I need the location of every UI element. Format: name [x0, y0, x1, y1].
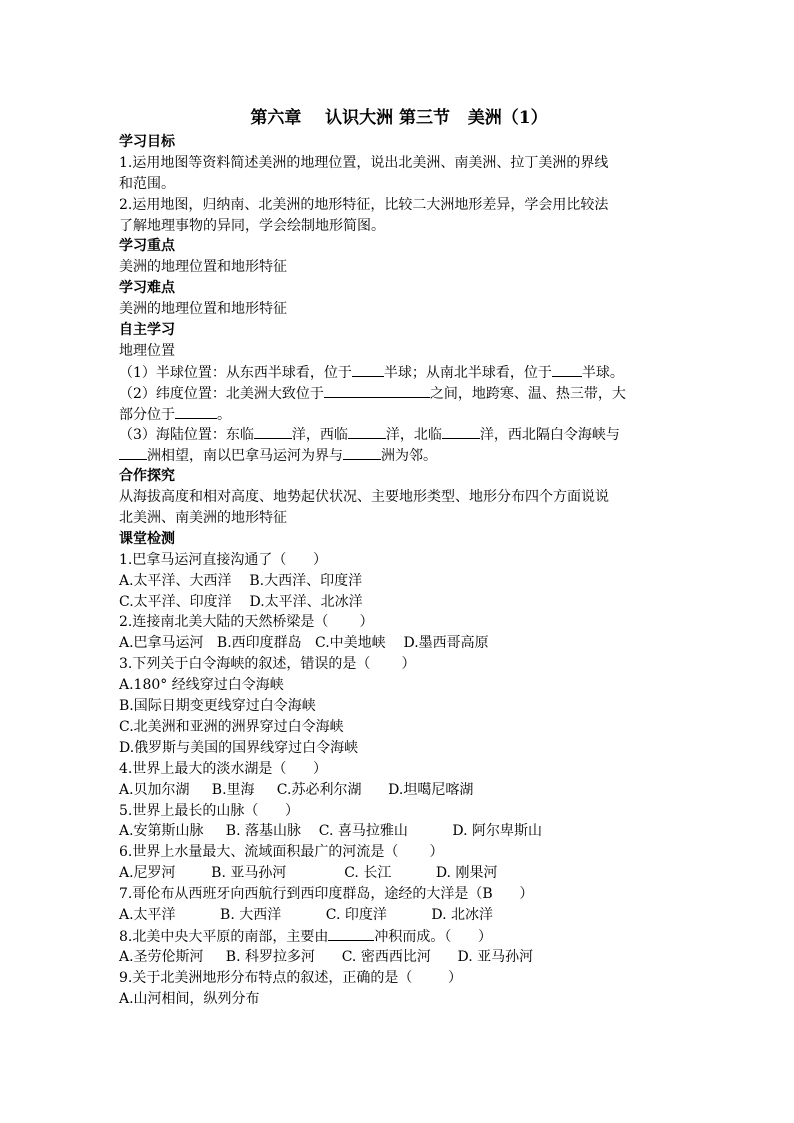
- text-segment: （3）海陆位置：东临: [119, 427, 254, 444]
- page-title: 第六章 认识大洲 第三节 美洲（1）: [250, 108, 548, 128]
- test-line: 5.世界上最长的山脉（ ）: [119, 802, 300, 819]
- fill-blank[interactable]: [343, 445, 381, 460]
- test-line: 3.下列关于白令海峡的叙述，错误的是（ ）: [119, 656, 416, 673]
- test-line: A.巴拿马运河 B.西印度群岛 C.中美地峡 D.墨西哥高原: [119, 635, 489, 652]
- fill-blank[interactable]: [442, 424, 480, 439]
- goal-2-line-2: 了解地理事物的异同，学会绘制地形简图。: [119, 217, 385, 234]
- text-segment: （1）半球位置：从东西半球看，位于: [119, 364, 352, 381]
- section-heading-cooperation: 合作探究: [119, 468, 175, 485]
- test-line: A.贝加尔湖 B.里海 C.苏必利尔湖 D.坦噶尼喀湖: [119, 781, 474, 798]
- text-segment: 洲为邻。: [381, 448, 437, 465]
- difficulty-text: 美洲的地理位置和地形特征: [119, 301, 287, 318]
- test-line: A.山河相间，纵列分布: [119, 990, 260, 1007]
- test-line-with-blank: [119, 926, 679, 947]
- section-heading-self-study: 自主学习: [119, 322, 175, 339]
- fill-blank[interactable]: [324, 383, 430, 398]
- test-line: A.180° 经线穿过白令海峡: [119, 677, 284, 694]
- section-heading-class-test: 课堂检测: [119, 530, 175, 547]
- test-line: 4.世界上最大的淡水湖是（ ）: [119, 760, 328, 777]
- test-line: C.北美洲和亚洲的洲界穿过白令海峡: [119, 718, 344, 735]
- test-line: 2.连接南北美大陆的天然桥梁是（ ）: [119, 614, 374, 631]
- fill-blank[interactable]: [352, 362, 384, 377]
- text-segment: 之间，地跨寒、温、热三带，大: [429, 385, 626, 402]
- text-segment: （2）纬度位置：北美洲大致位于: [119, 385, 324, 402]
- test-line: A.太平洋 B. 大西洋 C. 印度洋 D. 北冰洋: [119, 906, 493, 923]
- text-segment: 半球。: [581, 364, 624, 381]
- goal-1-line-1: 1.运用地图等资料简述美洲的地理位置，说出北美洲、南美洲、拉丁美洲的界线: [119, 154, 609, 171]
- test-line: 7.哥伦布从西班牙向西航行到西印度群岛，途经的大洋是（B ）: [119, 886, 534, 903]
- test-line: 9.关于北美洲地形分布特点的叙述，正确的是（ ）: [119, 969, 462, 986]
- text-segment: 洋，西北隔白令海峡与: [479, 427, 620, 444]
- goal-2-line-1: 2.运用地图，归纳南、北美洲的地形特征，比较二大洲地形差异，学会用比较法: [119, 196, 609, 213]
- text-segment: 。: [217, 406, 231, 423]
- section-heading-goals: 学习目标: [119, 134, 175, 150]
- text-segment: 部分位于: [119, 406, 175, 423]
- geo-position-label: 地理位置: [119, 342, 175, 359]
- cooperation-line-1: 从海拔高度和相对高度、地势起伏状况、主要地形类型、地形分布四个方面说说: [119, 489, 609, 506]
- text-segment: 洲相望，南以巴拿马运河为界与: [147, 448, 343, 465]
- goal-1-line-2: 和范围。: [119, 175, 175, 192]
- test-line: A.安第斯山脉 B. 落基山脉 C. 喜马拉雅山 D. 阿尔卑斯山: [119, 823, 543, 840]
- fill-blank[interactable]: [348, 424, 386, 439]
- fill-blank[interactable]: [328, 926, 374, 941]
- test-line: A.太平洋、大西洋 B.大西洋、印度洋: [119, 572, 363, 589]
- section-heading-key: 学习重点: [119, 238, 175, 255]
- test-line: C.太平洋、印度洋 D.太平洋、北冰洋: [119, 593, 363, 610]
- test-line: A.圣劳伦斯河 B. 科罗拉多河 C. 密西西比河 D. 亚马孙河: [119, 948, 534, 965]
- text-segment: 洋，北临: [385, 427, 442, 444]
- document-page: [119, 104, 679, 1009]
- test-line: D.俄罗斯与美国的国界线穿过白令海峡: [119, 739, 359, 756]
- text-segment: 洋，西临: [291, 427, 348, 444]
- fill-blank[interactable]: [254, 424, 292, 439]
- text-segment: 8.北美中央大平原的南部，主要由: [119, 928, 329, 945]
- question-sea-land-line-2: [119, 445, 679, 466]
- question-latitude-line-1: [119, 383, 679, 404]
- question-sea-land-line-1: [119, 424, 679, 445]
- fill-blank[interactable]: [175, 404, 217, 419]
- question-latitude-line-2: [119, 404, 679, 425]
- test-line: 1.巴拿马运河直接沟通了（ ）: [119, 551, 328, 568]
- fill-blank[interactable]: [552, 362, 582, 377]
- text-segment: 冲积而成。（ ）: [374, 928, 493, 945]
- text-segment: 半球；从南北半球看，位于: [383, 364, 552, 381]
- fill-blank[interactable]: [119, 445, 147, 460]
- question-hemisphere: [119, 362, 679, 383]
- test-line: 6.世界上水量最大、流域面积最广的河流是（ ）: [119, 844, 444, 861]
- test-line: A.尼罗河 B. 亚马孙河 C. 长江 D. 刚果河: [119, 865, 498, 882]
- section-heading-difficulty: 学习难点: [119, 280, 175, 297]
- test-line: B.国际日期变更线穿过白令海峡: [119, 698, 316, 715]
- cooperation-line-2: 北美洲、南美洲的地形特征: [119, 510, 287, 527]
- key-text: 美洲的地理位置和地形特征: [119, 259, 287, 276]
